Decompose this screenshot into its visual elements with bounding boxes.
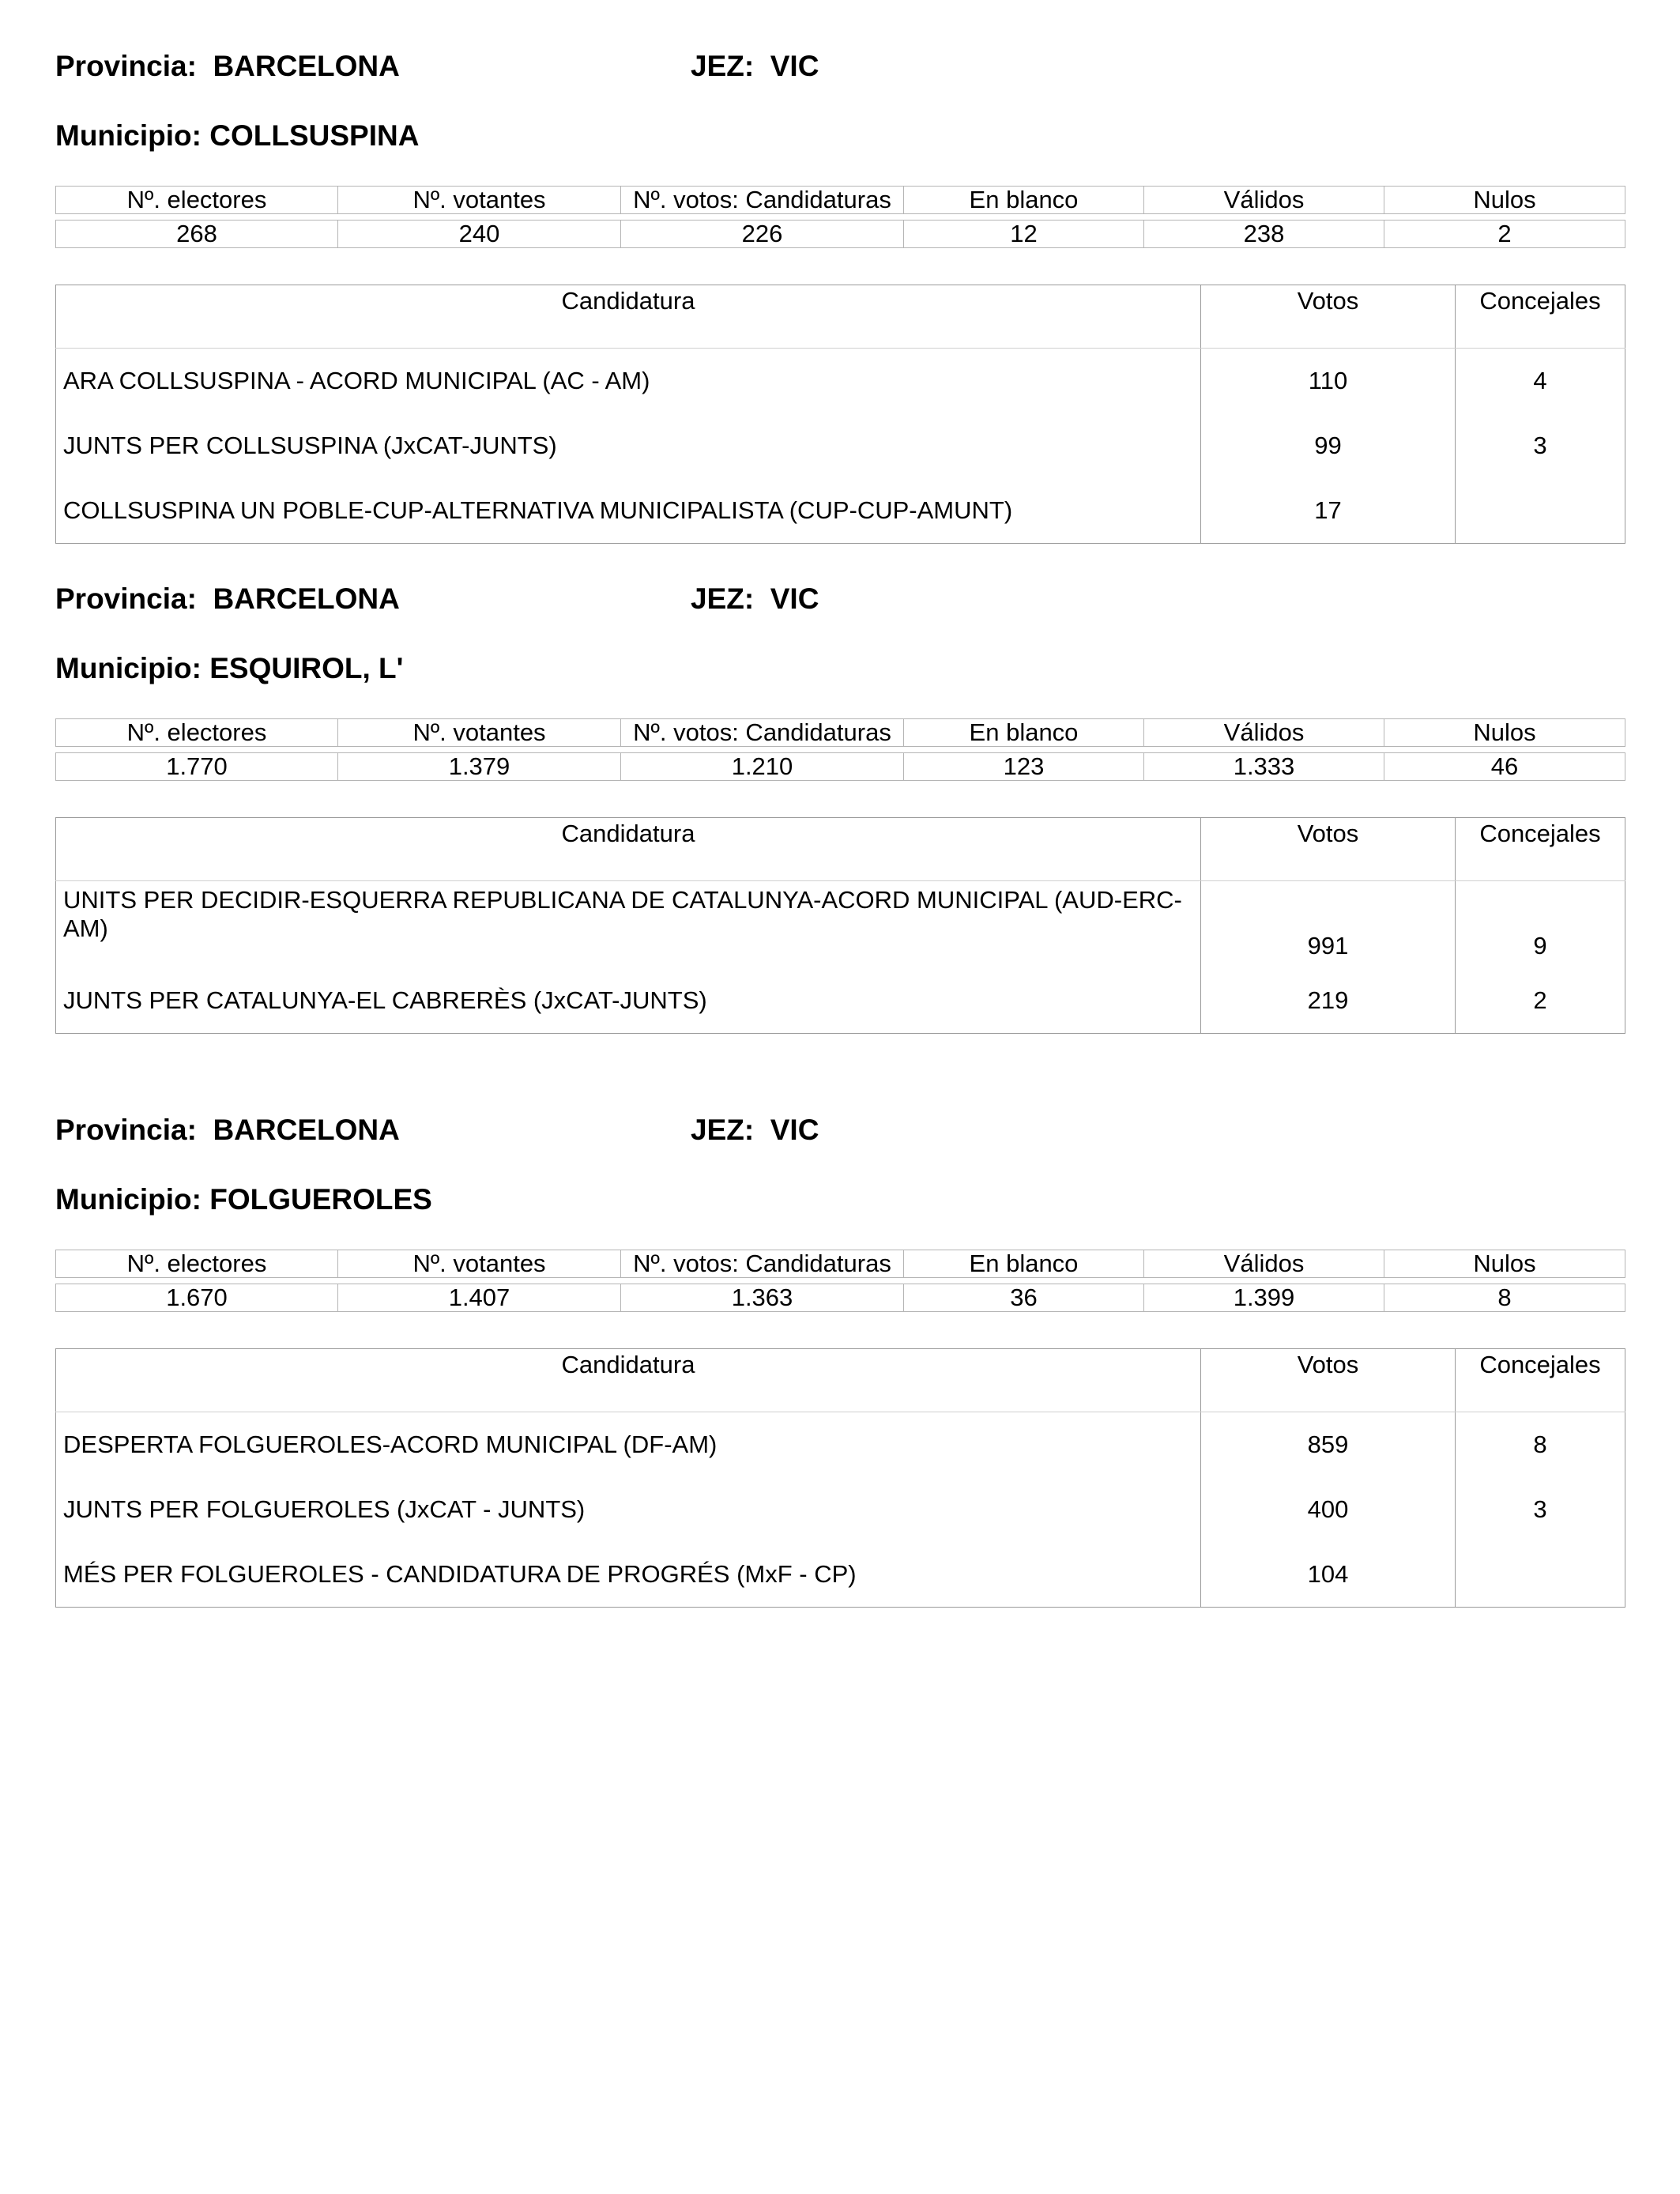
stats-header-electores: Nº. electores <box>56 1250 338 1278</box>
stats-value-nulos: 2 <box>1384 221 1625 248</box>
provincia-label: Provincia: BARCELONA <box>55 582 400 615</box>
result-votos: 104 <box>1201 1542 1456 1608</box>
jez-label: JEZ: VIC <box>691 50 819 82</box>
result-row <box>56 968 1625 1034</box>
stats-header-votantes: Nº. votantes <box>338 1250 621 1278</box>
result-votos: 859 <box>1201 1412 1456 1478</box>
stats-value-nulos: 46 <box>1384 753 1625 781</box>
stats-values-row <box>56 221 1625 248</box>
stats-value-en-blanco: 12 <box>904 221 1144 248</box>
result-candidatura: ARA COLLSUSPINA - ACORD MUNICIPAL (AC - AM) <box>56 349 1201 414</box>
result-row <box>56 881 1625 969</box>
result-votos: 400 <box>1201 1477 1456 1542</box>
result-row <box>56 413 1625 478</box>
municipio-label: Municipio: ESQUIROL, L' <box>55 652 404 684</box>
stats-table <box>55 186 1625 248</box>
stats-header-votos-candidaturas: Nº. votos: Candidaturas <box>621 1250 904 1278</box>
results-table <box>55 285 1625 544</box>
results-header-votos: Votos <box>1201 1349 1456 1412</box>
result-row <box>56 1477 1625 1542</box>
stats-values-row <box>56 1284 1625 1312</box>
results-header-row <box>56 1349 1625 1412</box>
stats-value-en-blanco: 123 <box>904 753 1144 781</box>
stats-header-electores: Nº. electores <box>56 719 338 747</box>
result-row <box>56 478 1625 544</box>
results-header-row <box>56 818 1625 881</box>
stats-value-votantes: 240 <box>338 221 621 248</box>
result-candidatura: MÉS PER FOLGUEROLES - CANDIDATURA DE PROGRÉS (MxF - CP) <box>56 1542 1201 1608</box>
result-concejales: 8 <box>1533 1431 1547 1458</box>
results-table <box>55 1348 1625 1608</box>
stats-header-row <box>56 187 1625 214</box>
stats-header-votos-candidaturas: Nº. votos: Candidaturas <box>621 187 904 214</box>
stats-value-electores: 1.670 <box>56 1284 338 1312</box>
stats-header-nulos: Nulos <box>1384 187 1625 214</box>
result-votos: 219 <box>1201 968 1456 1034</box>
results-header-votos: Votos <box>1201 818 1456 881</box>
result-candidatura: COLLSUSPINA UN POBLE-CUP-ALTERNATIVA MUNICIPALISTA (CUP-CUP-AMUNT) <box>56 478 1201 544</box>
stats-table <box>55 1250 1625 1312</box>
result-concejales: 2 <box>1533 986 1547 1014</box>
stats-value-electores: 1.770 <box>56 753 338 781</box>
provincia-label: Provincia: BARCELONA <box>55 50 400 82</box>
results-header-row <box>56 285 1625 349</box>
stats-header-en-blanco: En blanco <box>904 187 1144 214</box>
stats-value-votantes: 1.407 <box>338 1284 621 1312</box>
municipio-label: Municipio: FOLGUEROLES <box>55 1183 432 1216</box>
municipio-label: Municipio: COLLSUSPINA <box>55 119 420 152</box>
stats-value-validos: 1.333 <box>1144 753 1384 781</box>
stats-value-nulos: 8 <box>1384 1284 1625 1312</box>
result-candidatura: DESPERTA FOLGUEROLES-ACORD MUNICIPAL (DF-AM) <box>56 1412 1201 1478</box>
stats-header-votantes: Nº. votantes <box>338 187 621 214</box>
stats-value-votos-candidaturas: 1.363 <box>621 1284 904 1312</box>
result-candidatura: JUNTS PER CATALUNYA-EL CABRERÈS (JxCAT-JUNTS) <box>56 968 1201 1034</box>
result-concejales: 9 <box>1533 932 1547 959</box>
result-concejales <box>1456 1542 1625 1608</box>
result-concejales: 3 <box>1533 1495 1547 1523</box>
results-header-concejales: Concejales <box>1456 285 1625 349</box>
result-row <box>56 349 1625 414</box>
stats-value-votos-candidaturas: 1.210 <box>621 753 904 781</box>
results-header-candidatura: Candidatura <box>56 285 1201 349</box>
results-header-votos: Votos <box>1201 285 1456 349</box>
result-row <box>56 1542 1625 1608</box>
result-candidatura: UNITS PER DECIDIR-ESQUERRA REPUBLICANA DE CATALUNYA-ACORD MUNICIPAL (AUD-ERC-AM) <box>56 881 1201 969</box>
result-votos: 110 <box>1201 349 1456 414</box>
results-table <box>55 817 1625 1034</box>
results-header-candidatura: Candidatura <box>56 1349 1201 1412</box>
stats-value-electores: 268 <box>56 221 338 248</box>
stats-header-nulos: Nulos <box>1384 719 1625 747</box>
stats-value-votos-candidaturas: 226 <box>621 221 904 248</box>
stats-values-row <box>56 753 1625 781</box>
results-header-concejales: Concejales <box>1456 818 1625 881</box>
result-concejales: 4 <box>1533 367 1547 394</box>
stats-header-row <box>56 719 1625 747</box>
stats-header-validos: Válidos <box>1144 719 1384 747</box>
results-header-concejales: Concejales <box>1456 1349 1625 1412</box>
stats-table <box>55 718 1625 781</box>
stats-header-row <box>56 1250 1625 1278</box>
result-concejales: 3 <box>1533 432 1547 459</box>
stats-header-votos-candidaturas: Nº. votos: Candidaturas <box>621 719 904 747</box>
stats-value-validos: 1.399 <box>1144 1284 1384 1312</box>
stats-header-validos: Válidos <box>1144 1250 1384 1278</box>
result-row <box>56 1412 1625 1478</box>
stats-header-en-blanco: En blanco <box>904 719 1144 747</box>
stats-value-validos: 238 <box>1144 221 1384 248</box>
stats-value-en-blanco: 36 <box>904 1284 1144 1312</box>
results-header-candidatura: Candidatura <box>56 818 1201 881</box>
stats-header-en-blanco: En blanco <box>904 1250 1144 1278</box>
result-candidatura: JUNTS PER FOLGUEROLES (JxCAT - JUNTS) <box>56 1477 1201 1542</box>
result-votos: 99 <box>1201 413 1456 478</box>
stats-value-votantes: 1.379 <box>338 753 621 781</box>
result-votos: 991 <box>1201 881 1456 969</box>
stats-header-electores: Nº. electores <box>56 187 338 214</box>
provincia-label: Provincia: BARCELONA <box>55 1114 400 1146</box>
jez-label: JEZ: VIC <box>691 582 819 615</box>
result-concejales <box>1456 478 1625 544</box>
jez-label: JEZ: VIC <box>691 1114 819 1146</box>
stats-header-nulos: Nulos <box>1384 1250 1625 1278</box>
stats-header-votantes: Nº. votantes <box>338 719 621 747</box>
result-candidatura: JUNTS PER COLLSUSPINA (JxCAT-JUNTS) <box>56 413 1201 478</box>
stats-header-validos: Válidos <box>1144 187 1384 214</box>
result-votos: 17 <box>1201 478 1456 544</box>
